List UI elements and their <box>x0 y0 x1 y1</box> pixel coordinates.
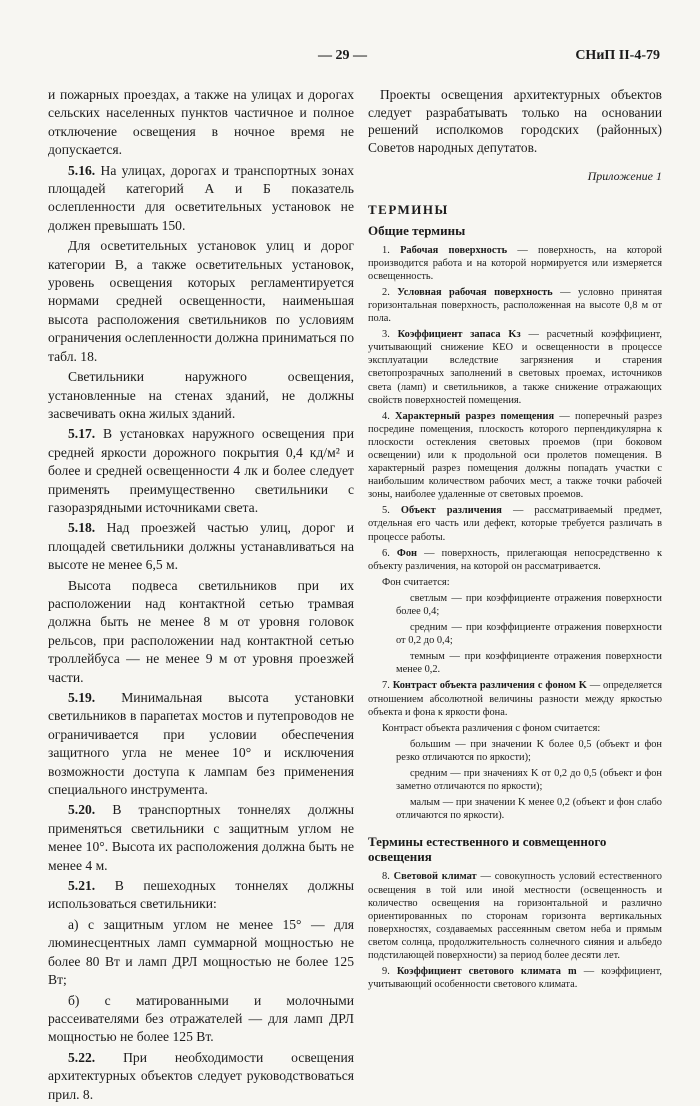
clause-5-18: 5.18. Над проезжей частью улиц, дорог и площадей светильники должны устанавливаться на высоте не менее 6,5 м. <box>48 520 354 573</box>
term-3: 3. Коэффициент запаса Kз — расчетный коэффициент, учитывающий снижение КЕО и освещенности в процессе эксплуатации вследствие загрязнения и старения светопрозрачных заполнений в световых проемах, источников света (ламп) и светильников, а также снижение отражающих свойств поверхностей помещения. <box>368 329 662 406</box>
fon-item: темным — при коэффициенте отражения поверхности менее 0,2. <box>396 651 662 676</box>
term-1: 1. Рабочая поверхность — поверхность, на которой производится работа и на которой нормируется или измеряется освещенность. <box>368 244 662 282</box>
paragraph: и пожарных проездах, а также на улицах и дорогах сельских населенных пунктов частичное и полное отключение освещения в ночное время не допускается. <box>48 87 354 158</box>
fon-item: средним — при коэффициенте отражения поверхности от 0,2 до 0,4; <box>396 622 662 647</box>
term-7: 7. Контраст объекта различения с фоном K — определяется отношением абсолютной величины разности между яркостью объекта и фона к яркости фона. <box>368 680 662 718</box>
term-9: 9. Коэффициент светового климата m — коэффициент, учитывающий особенности светового климата. <box>368 966 662 991</box>
term-5: 5. Объект различения — рассматриваемый предмет, отдельная его часть или дефект, которые требуется различать в процессе работы. <box>368 505 662 543</box>
paragraph: Светильники наружного освещения, установленные на стенах зданий, не должны засвечивать окна жилых зданий. <box>48 369 354 421</box>
contrast-item: большим — при значении K более 0,5 (объект и фон резко отличаются по яркости); <box>396 738 662 763</box>
left-column <box>48 86 354 1106</box>
term-6: 6. Фон — поверхность, прилегающая непосредственно к объекту различения, на которой он рассматривается. <box>368 547 662 572</box>
clause-5-21: 5.21. В пешеходных тоннелях должны использоваться светильники: <box>48 878 354 912</box>
list-item-b: б) с матированными и молочными рассеивателями без отражателей — для ламп ДРЛ мощностью не более 125 Вт. <box>48 992 354 1045</box>
paragraph: Для осветительных установок улиц и дорог категории В, а также осветительных установок, уровень освещения которых регламентируется нормами средней освещенности, наименьшая высота расположения светильников по условиям ограничения ослепленности должна приниматься по табл. 18. <box>48 238 354 364</box>
contrast-lead: Контраст объекта различения с фоном считается: <box>382 722 601 734</box>
fon-lead: Фон считается: <box>382 576 450 588</box>
page-number: — 29 — <box>318 48 367 63</box>
contrast-item: средним — при значениях K от 0,2 до 0,5 (объект и фон заметно отличаются по яркости); <box>396 768 662 793</box>
clause-5-20: 5.20. В транспортных тоннелях должны применяться светильники с защитным углом не менее 10°. Высота их расположения должна быть не менее 4 м. <box>48 802 354 873</box>
term-4: 4. Характерный разрез помещения — поперечный разрез посредине помещения, плоскость которого перпендикулярна к плоскости остекления световых проемов (при боковом освещении) или к продольной оси пролетов помещения. В характерный разрез помещения должны попадать участки с наибольшим количеством рабочих мест, а также точки рабочей зоны, наиболее удаленные от световых проемов. <box>368 410 663 501</box>
clause-5-19: 5.19. Минимальная высота установки светильников в парапетах мостов и путепроводов не ограничивается при условии обеспечения защитного угла не менее 10° и исключения возможности доступа к лампам без применения специального инструмента. <box>48 690 354 798</box>
list-item-a: а) с защитным углом не менее 15° — для люминесцентных ламп суммарной мощностью не более 80 Вт и ламп ДРЛ мощностью не более 125 Вт; <box>48 916 354 988</box>
fon-item: светлым — при коэффициенте отражения поверхности более 0,4; <box>396 592 662 617</box>
section-title: ТЕРМИНЫ <box>368 202 449 218</box>
right-column <box>368 86 662 994</box>
clause-5-17: 5.17. В установках наружного освещения при средней яркости дорожного покрытия 0,4 кд/м² и более и средней освещенности 4 лк и более следует применять преимущественно светильники с газоразрядными источниками света. <box>48 426 354 515</box>
contrast-item: малым — при значении K менее 0,2 (объект и фон слабо отличаются по яркости). <box>396 797 662 822</box>
intro-paragraph: Проекты освещения архитектурных объектов следует разрабатывать только на основании решений исполкомов городских (районных) Советов народных депутатов. <box>368 87 662 155</box>
general-terms-heading: Общие термины <box>368 222 466 238</box>
paragraph: Высота подвеса светильников при их расположении над контактной сетью трамвая должна быть не менее 8 м от уровня головок рельсов, при расположении над контактной сетью троллейбуса — не менее 9 м от уровня проезжей части. <box>48 577 354 685</box>
page-header <box>0 48 700 68</box>
appendix-label: Приложение 1 <box>587 169 662 184</box>
clause-5-22: 5.22. При необходимости освещения архитектурных объектов следует руководствоваться прил. 8. <box>48 1049 354 1102</box>
natural-terms-heading: Термины естественного и совмещенного освещения <box>368 834 607 865</box>
document-code: СНиП II-4-79 <box>575 48 660 63</box>
clause-5-16: 5.16. На улицах, дорогах и транспортных зонах площадей категорий А и Б показатель ослепленности для осветительных установок не должен превышать 150. <box>48 162 354 233</box>
term-2: 2. Условная рабочая поверхность — условно принятая горизонтальная поверхность, расположенная на высоте 0,8 м от пола. <box>368 286 662 325</box>
term-8: 8. Световой климат — совокупность условий естественного освещения в той или иной местности (освещенность и количество освещения на горизонтальной и различно ориентированных по сторонам горизонта вертикальных поверхностях, создаваемых рассеянным светом неба и прямым светом солнца, продолжительность солнечного сияния и альбедо подстилающей поверхности) за период более десяти лет. <box>368 871 662 961</box>
